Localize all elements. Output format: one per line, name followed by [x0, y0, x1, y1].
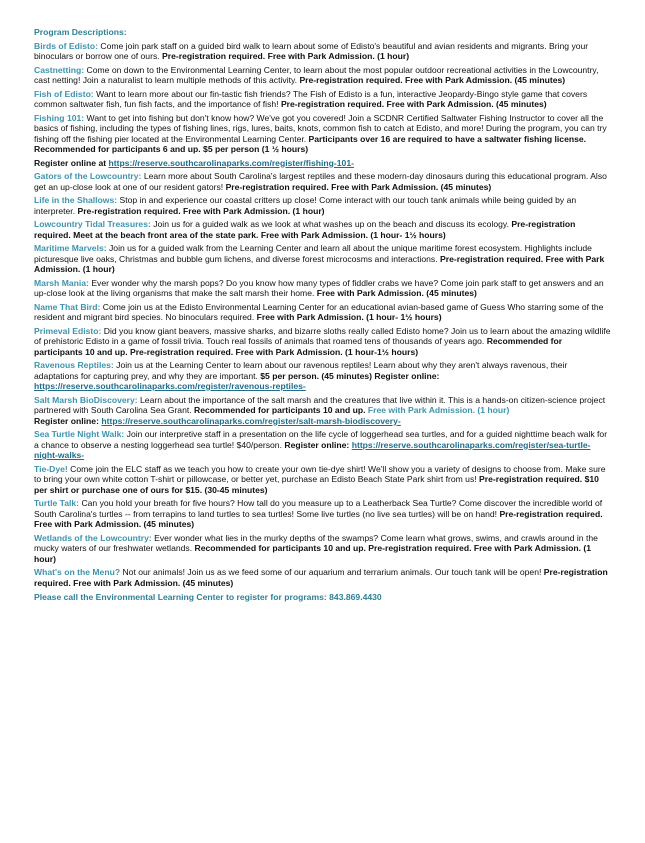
program-description: Can you hold your breath for five hours? How tall do you measure up to a Leatherback Sea Turtle? Come discover the incredible world of South Carolina's turtles -- from terrapins to land turtles to sea turtles! Some live turtles (no live sea turtles) will be on hand! [34, 498, 603, 519]
program-title: Maritime Marvels: [34, 243, 107, 253]
program-title: Castnetting: [34, 64, 85, 75]
salt-marsh-registration [34, 416, 612, 427]
program-sea-turtle-night-walk [34, 429, 612, 461]
salt-marsh-register-link[interactable]: https://reserve.southcarolinaparks.com/register/salt-marsh-biodiscovery- [101, 415, 401, 426]
program-fish-of-edisto [34, 89, 612, 110]
program-details: Pre-registration required. Free with Park Admission. (1 hour) [162, 51, 410, 61]
program-description: Not our animals! Join us as we feed some of our aquarium and terrarium animals. Our touch tank will be open! [122, 567, 542, 577]
program-details: Pre-registration required. Free with Park Admission. (45 minutes) [34, 567, 608, 588]
register-label: Register online at [34, 157, 107, 168]
program-description: Join us at the Learning Center to learn about our ravenous reptiles! Learn about why they aren't always ravenous, their adaptations for capturing prey, and why they are important. [34, 360, 568, 381]
program-description: Ever wonder what lies in the murky depths of the swamps? Come learn what grows, swims, and crawls around in the mucky waters of our freshwater wetlands. [34, 532, 598, 553]
program-description: Come join us at the Edisto Environmental Learning Center for an educational avian-based game of Guess Who starring some of the resident and migrant bird species. No binoculars required. [34, 301, 604, 322]
program-castnetting [34, 65, 612, 86]
program-tie-dye [34, 464, 612, 496]
program-name-that-bird [34, 302, 612, 323]
program-description: Learn about the importance of the salt marsh and the creatures that live within it. This is a hands-on citizen-science project partnered with South Carolina Sea Grant. [34, 394, 606, 415]
program-turtle-talk [34, 498, 612, 530]
program-whats-on-the-menu [34, 567, 612, 588]
program-descriptions-page [34, 27, 612, 603]
program-details: Free with Park Admission. (1 hour- 1½ hours) [256, 312, 442, 322]
program-description: Come join park staff on a guided bird walk to learn about some of Edisto's beautiful and avian residents and migrants. Bring your binoculars or borrow one of ours. [34, 40, 589, 61]
program-description: Come on down to the Environmental Learning Center, to learn about the most popular outdoor recreational activities in the Lowcountry, cast netting! Join a naturalist to learn multiple methods of this activity. [34, 64, 599, 85]
program-life-in-the-shallows [34, 195, 612, 216]
program-details: Pre-registration required. Free with Park Admission. (45 minutes) [280, 99, 547, 109]
program-title: Ravenous Reptiles: [34, 360, 114, 370]
fishing-101-register-link[interactable]: https://reserve.southcarolinaparks.com/register/fishing-101- [108, 157, 354, 168]
program-marsh-mania [34, 278, 612, 299]
program-details: Pre-registration required. Free with Park Admission. (45 minutes) [299, 75, 566, 85]
program-primeval-edisto [34, 326, 612, 358]
program-title: Turtle Talk: [34, 498, 80, 508]
program-details: Pre-registration required. Meet at the beach front area of the state park. Free with Park Admission. (1 hour- 1½ hours) [34, 219, 576, 240]
program-details: Recommended for participants 10 and up. Pre-registration required. Free with Park Admission. (1 hour) [34, 543, 592, 564]
program-title: Marsh Mania: [34, 277, 89, 288]
program-fishing-101 [34, 113, 612, 155]
program-title: Name That Bird: [34, 301, 101, 312]
program-title: Gators of the Lowcountry: [34, 171, 142, 181]
program-details: Pre-registration required. $10 per shirt or purchase one of ours for $15. (30-45 minutes) [34, 474, 599, 495]
program-details: Participants over 16 are required to have a saltwater fishing license. Recommended for participants 6 and up. $5 per person (1 ½ hours) [34, 133, 587, 154]
page-heading: Program Descriptions: [34, 27, 127, 37]
ravenous-reptiles-register-link[interactable]: https://reserve.southcarolinaparks.com/register/ravenous-reptiles- [34, 381, 306, 391]
program-details: Pre-registration required. Free with Park Admission. (1 hour) [34, 253, 605, 274]
program-description: Join us for a guided walk from the Learning Center and learn all about the unique maritime forest ecosystem. Highlights include picturesque live oaks, Christmas and bubble gum lichens, and diverse forest microcosms and interactions. [34, 243, 592, 264]
program-details: Pre-registration required. Free with Park Admission. (45 minutes) [34, 508, 603, 529]
program-title: Birds of Edisto: [34, 40, 98, 51]
fishing-101-registration [34, 158, 612, 169]
program-title: What's on the Menu? [34, 567, 121, 577]
program-title: Lowcountry Tidal Treasures: [34, 219, 151, 229]
program-description: Join our interpretive staff in a presentation on the life cycle of loggerhead sea turtles, and for a guided nighttime beach walk for a chance to observe a nesting loggerhead sea turtle! $40/person. [34, 429, 608, 450]
program-title: Primeval Edisto: [34, 325, 102, 336]
program-description: Want to get into fishing but don't know how? We've got you covered! Join a SCDNR Certified Saltwater Fishing Instructor to cover all the basics of fishing, including the types of fishing lines, rigs, lures, baits, knots, common fish to catch at Edisto, and more! During the program, you can try fishing off the fishing pier located at the Environmental Learning Center. [34, 112, 607, 144]
registration-phone-footer: Please call the Environmental Learning Center to register for programs: 843.869.4430 [34, 592, 382, 602]
program-birds-of-edisto [34, 41, 612, 62]
program-title: Fish of Edisto: [34, 88, 94, 99]
program-title: Tie-Dye! [34, 463, 68, 474]
program-lowcountry-tidal-treasures [34, 219, 612, 240]
program-title: Sea Turtle Night Walk: [34, 429, 125, 439]
program-details: Recommended for participants 10 and up. Pre-registration required. Free with Park Admission. (1 hour-1½ hours) [34, 336, 563, 357]
program-details-highlight: Free with Park Admission. (1 hour) [367, 405, 510, 415]
sea-turtle-register-link[interactable]: https://reserve.southcarolinaparks.com/register/sea-turtle-night-walks- [34, 439, 591, 460]
program-description: Ever wonder why the marsh pops? Do you know how many types of fiddler crabs we have? Come join park staff to get answers and an up-close look at the living organisms that make the salt marsh their home. [34, 277, 604, 298]
program-details: Pre-registration required. Free with Park Admission. (1 hour) [77, 205, 325, 216]
register-label: Register online: [34, 415, 99, 426]
program-details: Pre-registration required. Free with Park Admission. (45 minutes) [225, 181, 492, 192]
program-description: Join us for a guided walk as we look at what washes up on the beach and discuss its ecology. [153, 219, 509, 229]
program-details: Recommended for participants 10 and up. [194, 405, 366, 415]
program-title: Salt Marsh BioDiscovery: [34, 394, 138, 405]
program-salt-marsh-biodiscovery [34, 395, 612, 416]
program-details: Register online: [284, 439, 350, 450]
program-wetlands-of-the-lowcountry [34, 533, 612, 565]
program-description: Stop in and experience our coastal critters up close! Come interact with our touch tank animals while being guided by an interpreter. [34, 195, 577, 216]
program-gators-of-the-lowcountry [34, 171, 612, 192]
program-description: Want to learn more about our fin-tastic fish friends? The Fish of Edisto is a fun, interactive Jeopardy-Bingo style game that covers common saltwater fish, fun fish facts, and the importance of fish! [34, 88, 588, 109]
program-description: Learn more about South Carolina's largest reptiles and these modern-day dinosaurs during this educational program. Also get an up-close look at one of our resident gators! [34, 171, 607, 192]
program-title: Fishing 101: [34, 112, 85, 123]
program-ravenous-reptiles [34, 360, 612, 392]
program-details: Free with Park Admission. (45 minutes) [316, 288, 477, 298]
program-details: $5 per person. (45 minutes) Register online: [260, 370, 440, 381]
program-title: Life in the Shallows: [34, 195, 118, 205]
program-title: Wetlands of the Lowcountry: [34, 532, 152, 543]
program-description: Come join the ELC staff as we teach you how to create your own tie-dye shirt! We'll show you a variety of designs to choose from. Make sure to bring your own white cotton T-shirt or pillowcase, or better yet, purchase an Edisto Beach State Park shirt from us! [34, 463, 606, 484]
program-description: Did you know giant beavers, massive sharks, and bizarre sloths really called Edisto home? Join us to learn about the amazing wildlife of prehistoric Edisto in a game of fossil trivia. Touch real fossils of animals that roamed tens of thousands of years ago. [34, 325, 611, 346]
program-maritime-marvels [34, 243, 612, 275]
